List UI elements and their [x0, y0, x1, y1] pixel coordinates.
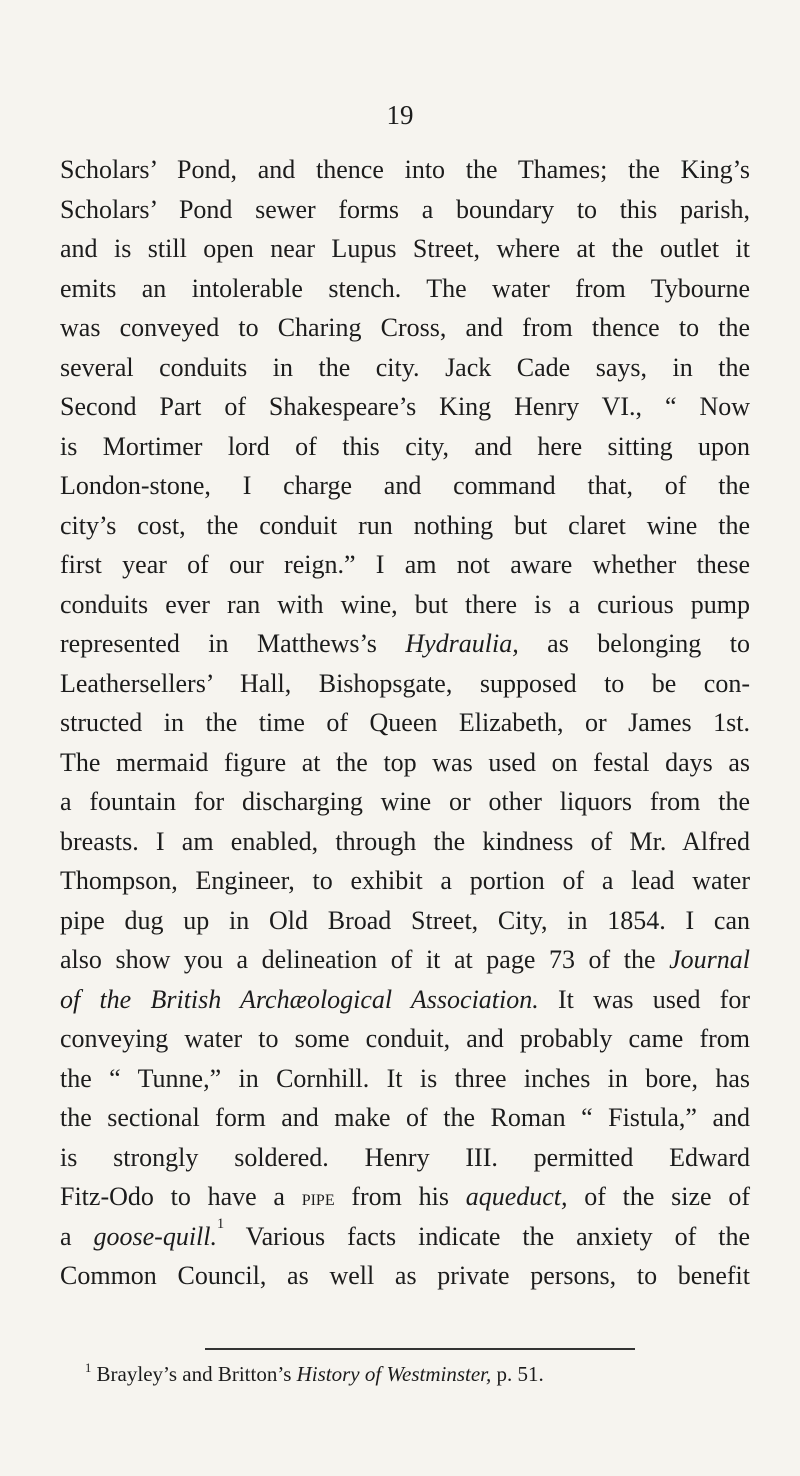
- italic-title: Journal: [669, 945, 750, 974]
- text-line: also show you a delineation of it at page 73 of the Journal: [60, 945, 750, 974]
- text-line: emits an intolerable stench. The water from Tybourne: [60, 273, 750, 303]
- small-caps-word: pipe: [301, 1185, 335, 1211]
- text-line: Leathersellers’ Hall, Bishopsgate, supposed to be con-: [60, 668, 750, 698]
- italic-word: goose-quill.: [93, 1221, 218, 1251]
- footnote-reference: 1: [217, 1215, 225, 1232]
- text-line: a goose-quill.$^1$ Various facts indicate the anxiety of the: [60, 1215, 750, 1251]
- text-line: conduits ever ran with wine, but there is a curious pump: [60, 589, 750, 619]
- italic-title: Hydraulia,: [405, 629, 519, 658]
- text-line: city’s cost, the conduit run nothing but claret wine the: [60, 510, 750, 540]
- text-line: was conveyed to Charing Cross, and from thence to the: [60, 313, 750, 342]
- footnote: $^1$ Brayley’s and Britton’s History of Westminster, p. 51.: [85, 1361, 544, 1386]
- text-line: Second Part of Shakespeare’s King Henry VI., “ Now: [60, 392, 750, 421]
- body-text: [60, 150, 750, 1296]
- text-line: conveying water to some conduit, and probably came from: [60, 1024, 750, 1053]
- footnote-title: History of Westminster,: [296, 1362, 492, 1386]
- text-line: Scholars’ Pond sewer forms a boundary to this parish,: [60, 194, 750, 224]
- text-line: first year of our reign.” I am not aware whether these: [60, 550, 750, 579]
- text-line: Fitz-Odo to have a pipe from his aqueduct, of the size of: [60, 1182, 750, 1211]
- text-line: several conduits in the city. Jack Cade says, in the: [60, 352, 750, 382]
- text-line: The mermaid figure at the top was used on festal days as: [60, 747, 750, 777]
- text-line: Common Council, as well as private persons, to benefit: [60, 1261, 750, 1290]
- page-number: 19: [386, 100, 414, 130]
- text-line: the “ Tunne,” in Cornhill. It is three inches in bore, has: [60, 1063, 750, 1093]
- text-line: pipe dug up in Old Broad Street, City, in 1854. I can: [60, 905, 750, 935]
- italic-word: aqueduct,: [465, 1182, 568, 1211]
- italic-title: of the British Archæological Association.: [60, 984, 539, 1014]
- text-line: the sectional form and make of the Roman “ Fistula,” and: [60, 1103, 750, 1132]
- text-line: London-stone, I charge and command that, of the: [60, 471, 750, 500]
- text-line: a fountain for discharging wine or other liquors from the: [60, 787, 750, 816]
- text-line: Thompson, Engineer, to exhibit a portion of a lead water: [60, 866, 750, 895]
- text-line: of the British Archæological Association. It was used for: [60, 984, 750, 1014]
- footnote-marker: 1: [85, 1361, 92, 1375]
- text-line: represented in Matthews’s Hydraulia, as belonging to: [60, 629, 750, 658]
- text-line: Scholars’ Pond, and thence into the Thames; the King’s: [60, 155, 750, 184]
- text-line: and is still open near Lupus Street, where at the outlet it: [60, 234, 750, 263]
- text-line: is strongly soldered. Henry III. permitted Edward: [60, 1142, 750, 1172]
- text-line: structed in the time of Queen Elizabeth, or James 1st.: [60, 708, 750, 737]
- text-line: is Mortimer lord of this city, and here sitting upon: [60, 431, 750, 461]
- footnote-divider: [205, 1348, 635, 1350]
- text-line: breasts. I am enabled, through the kindness of Mr. Alfred: [60, 826, 750, 856]
